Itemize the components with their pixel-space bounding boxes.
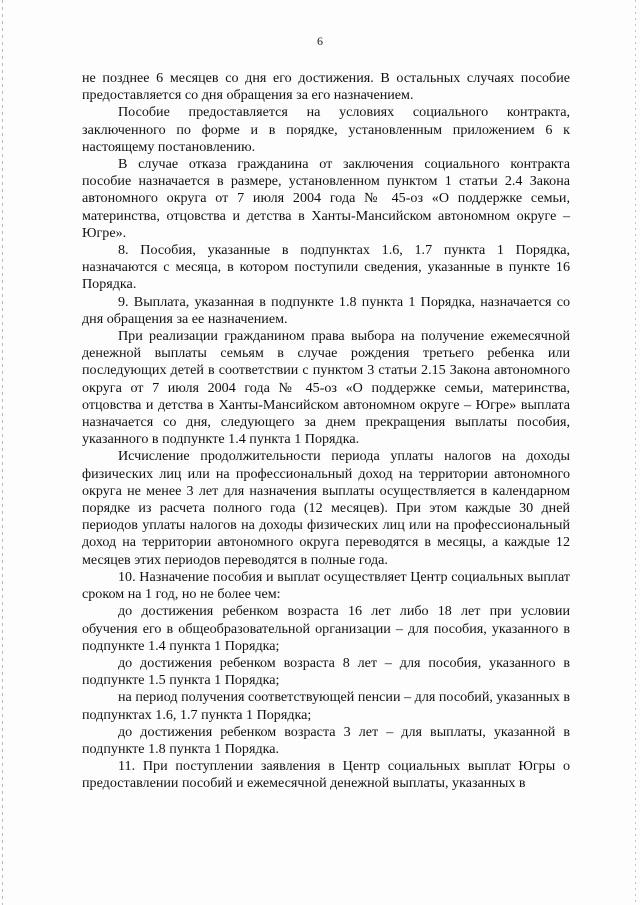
paragraph-choice-right: При реализации гражданином права выбора на получение ежемесячной денежной выплаты семьям в случае рождения третьего ребенка или последующих детей в соответствии с пунктом 3 статьи 2.15 Закона автономного округа от 7 июля 2004 года № 45-оз «О поддержке семьи, материнства, отцовства и детства в Ханты-Мансийском автономном округе – Югре» выплата назначается со дня, следующего за днем прекращения выплаты пособия, указанного в подпункте 1.4 пункта 1 Порядка. (82, 328, 570, 448)
scan-edge-right (635, 0, 636, 905)
paragraph-continuation: не позднее 6 месяцев со дня его достижения. В остальных случаях пособие предоставляется со дня обращения за его назначением. (82, 70, 570, 104)
paragraph-term-pension: на период получения соответствующей пенсии – для пособий, указанных в подпунктах 1.6, 1.7 пункта 1 Порядка; (82, 689, 570, 723)
paragraph-term-3: до достижения ребенком возраста 3 лет – для выплаты, указанной в подпункте 1.8 пункта 1 Порядка. (82, 723, 570, 757)
paragraph-item-8: 8. Пособия, указанные в подпунктах 1.6, 1.7 пункта 1 Порядка, назначаются с месяца, в котором поступили сведения, указанные в пункте 16 Порядка. (82, 242, 570, 293)
paragraph-term-16-18: до достижения ребенком возраста 16 лет либо 18 лет при условии обучения его в общеобразовательной организации – для пособия, указанного в подпункте 1.4 пункта 1 Порядка; (82, 603, 570, 654)
paragraph-tax-period: Исчисление продолжительности периода уплаты налогов на доходы физических лиц или на профессиональный доход на территории автономного округа не менее 3 лет для назначения выплаты осуществляется в календарном порядке из расчета полного года (12 месяцев). При этом каждые 30 дней периодов уплаты налогов на доходы физических лиц или на профессиональный доход на территории автономного округа переводятся в месяцы, а каждые 12 месяцев этих периодов переводятся в полные года. (82, 448, 570, 568)
scan-edge-left (2, 0, 3, 905)
paragraph-item-11: 11. При поступлении заявления в Центр социальных выплат Югры о предоставлении пособий и ежемесячной денежной выплаты, указанных в (82, 758, 570, 792)
paragraph-term-8: до достижения ребенком возраста 8 лет – для пособия, указанного в подпункте 1.5 пункта 1 Порядка; (82, 654, 570, 689)
document-body (82, 70, 570, 793)
paragraph-refusal: В случае отказа гражданина от заключения социального контракта пособие назначается в размере, установленном пунктом 1 статьи 2.4 Закона автономного округа от 7 июля 2004 года № 45-оз «О поддержке семьи, материнства, отцовства и детства в Ханты-Мансийском автономном округе – Югре». (82, 156, 570, 241)
paragraph-social-contract: Пособие предоставляется на условиях социального контракта, заключенного по форме и в порядке, установленным приложением 6 к настоящему постановлению. (82, 104, 570, 155)
paragraph-item-10: 10. Назначение пособия и выплат осуществляет Центр социальных выплат сроком на 1 год, но не более чем: (82, 568, 570, 603)
page-number: 6 (317, 34, 323, 48)
paragraph-item-9: 9. Выплата, указанная в подпункте 1.8 пункта 1 Порядка, назначается со дня обращения за ее назначением. (82, 293, 570, 327)
